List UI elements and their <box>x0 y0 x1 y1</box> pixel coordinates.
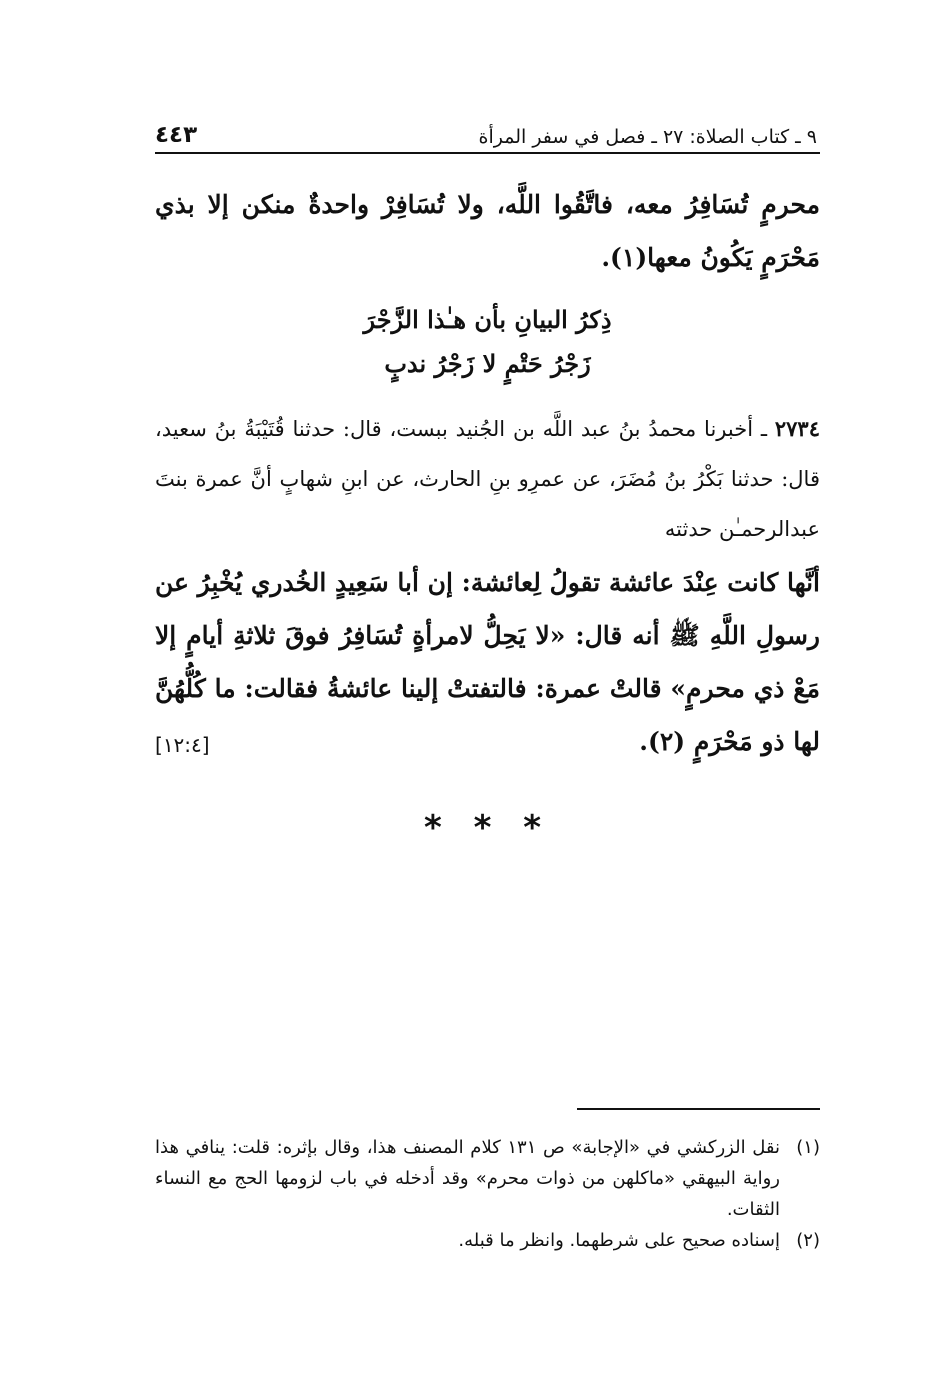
footnote-rule <box>577 1108 820 1110</box>
footnote-text: إسناده صحيح على شرطهما. وانظر ما قبله. <box>458 1230 780 1251</box>
footnote-text: نقل الزركشي في «الإجابة» ص ١٣١ كلام المصنف هذا، وقال بإثره: قلت: ينافي هذا رواية البيهقي «ماكلهن من ذوات محرم» وقد أدخله في باب لزومها الحج مع النساء الثقات. <box>155 1137 780 1220</box>
page-number: ٤٤٣ <box>155 122 198 148</box>
hadith-matn-text: أنَّها كانت عِنْدَ عائشة تقولُ لِعائشة: إن أبا سَعِيدٍ الخُدري يُخْبِرُ عن رسولِ اللَّهِ ﷺ أنه قال: «لا يَحِلُّ لامرأةٍ تُسَافِرُ فوقَ ثلاثةِ أيامٍ إلا مَعْ ذي محرمٍ» قالتْ عمرة: فالتفتتْ إلينا عائشةُ فقالت: ما كُلُّهُنَّ لها ذو مَحْرَمٍ (٢). <box>155 568 820 756</box>
chapter-heading-line-1: ذِكرُ البيانِ بأن هـٰذا الزَّجْرَ <box>363 305 612 334</box>
footnote <box>155 1225 820 1256</box>
intro-paragraph: محرمٍ تُسَافِرُ معه، فاتَّقُوا اللَّه، ولا تُسَافِرْ واحدةٌ منكن إلا بذي مَحْرَمٍ يَكُونُ معها(١). <box>155 190 820 272</box>
footnote-number: (١) <box>796 1137 820 1158</box>
footnote-number: (٢) <box>796 1230 820 1251</box>
footnotes <box>155 1132 820 1256</box>
chapter-heading-line-2: زَجْرُ حَتْمٍ لا زَجْرُ ندبٍ <box>384 349 591 378</box>
header-rule <box>155 152 820 154</box>
hadith-isnad-text: ـ أخبرنا محمدُ بنُ عبد اللَّه بن الجُنيد ببست، قال: حدثنا قُتَيْبَةُ بنُ سعيد، قال: حدثنا بَكْرُ بنُ مُضَرَ، عن عمرِو بنِ الحارث، عن ابنِ شهابٍ أنَّ عمرة بنتَ عبدالرحمـٰن حدثته <box>155 417 820 541</box>
footnote <box>155 1132 820 1225</box>
hadith-isnad <box>155 404 820 554</box>
section-separator: * * * <box>423 808 551 848</box>
hadith-matn <box>155 556 820 772</box>
hadith-number: ٢٧٣٤ <box>774 416 820 441</box>
running-head: ٩ ـ كتاب الصلاة: ٢٧ ـ فصل في سفر المرأة <box>478 126 817 148</box>
page-header <box>155 108 817 148</box>
hadith-reference: [١٢:٤] <box>155 733 210 757</box>
chapter-heading <box>155 298 820 386</box>
